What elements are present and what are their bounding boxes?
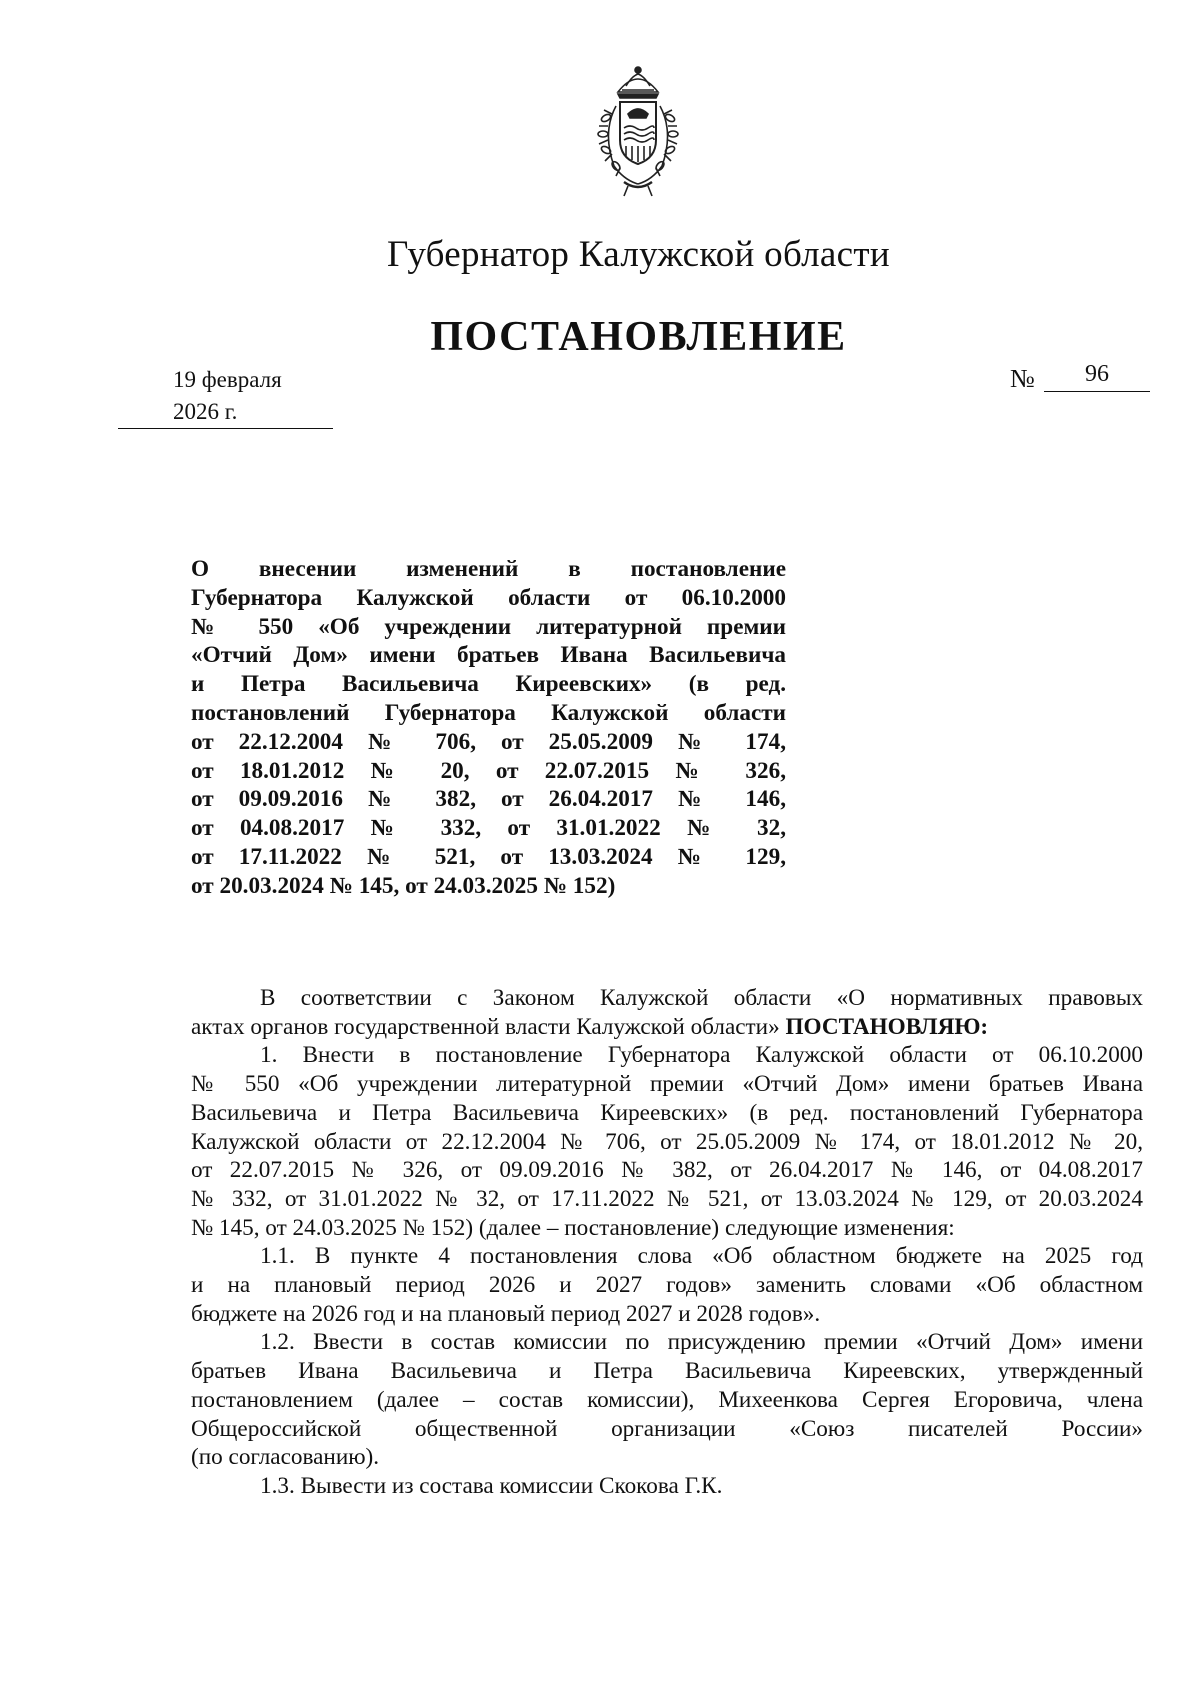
preamble-line xyxy=(191,1013,1143,1042)
subject-line: от 22.12.2004 № 706, от 25.05.2009 № 174, xyxy=(191,728,786,755)
document-body xyxy=(191,984,1143,1501)
subject-line: и Петра Васильевича Киреевских» (в ред. xyxy=(191,671,786,698)
paragraph-1-2-line: (по согласованию). xyxy=(191,1444,380,1471)
subject-line: от 20.03.2024 № 145, от 24.03.2025 № 152) xyxy=(191,872,616,899)
issuing-authority: Губернатор Калужской области xyxy=(387,234,890,275)
paragraph-1-2-line: постановлением (далее – состав комиссии), Михеенкова Сергея Егоровича, члена xyxy=(191,1386,1143,1413)
paragraph-1-line: Калужской области от 22.12.2004 № 706, от 25.05.2009 № 174, от 18.01.2012 № 20, xyxy=(191,1128,1143,1155)
subject-line: от 18.01.2012 № 20, от 22.07.2015 № 326, xyxy=(191,757,786,784)
paragraph-1-line: 1. Внести в постановление Губернатора Калужской области от 06.10.2000 xyxy=(260,1042,1143,1069)
subject-line: от 09.09.2016 № 382, от 26.04.2017 № 146, xyxy=(191,786,786,813)
paragraph-1-line: № 332, от 31.01.2022 № 32, от 17.11.2022 № 521, от 13.03.2024 № 129, от 20.03.2024 xyxy=(191,1185,1143,1212)
paragraph-1-2-line: Общероссийской общественной организации «Союз писателей России» xyxy=(191,1415,1143,1442)
subject-line: «Отчий Дом» имени братьев Ивана Васильевича xyxy=(191,642,786,669)
paragraph-1-2-line: 1.2. Ввести в состав комиссии по присуждению премии «Отчий Дом» имени xyxy=(260,1329,1143,1356)
paragraph-1-1-line: и на плановый период 2026 и 2027 годов» заменить словами «Об областном xyxy=(191,1272,1143,1299)
paragraph-1-line: Васильевича и Петра Васильевича Киреевских» (в ред. постановлений Губернатора xyxy=(191,1099,1143,1126)
subject-line: от 17.11.2022 № 521, от 13.03.2024 № 129, xyxy=(191,843,786,870)
document-subject xyxy=(191,555,786,901)
paragraph-1-3: 1.3. Вывести из состава комиссии Скокова Г.К. xyxy=(260,1472,723,1499)
coat-of-arms-icon xyxy=(588,62,688,198)
preamble-line: В соответствии с Законом Калужской области «О нормативных правовых xyxy=(260,985,1143,1011)
paragraph-1-line: № 145, от 24.03.2025 № 152) (далее – постановление) следующие изменения: xyxy=(191,1214,955,1241)
number-value: 96 xyxy=(1044,357,1150,392)
decree-word: ПОСТАНОВЛЯЮ: xyxy=(785,1013,989,1040)
subject-line: от 04.08.2017 № 332, от 31.01.2022 № 32, xyxy=(191,815,786,842)
paragraph-1-1-line: 1.1. В пункте 4 постановления слова «Об областном бюджете на 2025 год xyxy=(260,1243,1143,1270)
subject-line: О внесении изменений в постановление xyxy=(191,556,786,582)
paragraph-1-line: от 22.07.2015 № 326, от 09.09.2016 № 382, от 26.04.2017 № 146, от 04.08.2017 xyxy=(191,1157,1143,1184)
number-label: № xyxy=(1010,364,1035,393)
paragraph-1-2-line: братьев Ивана Васильевича и Петра Васильевича Киреевских, утвержденный xyxy=(191,1358,1143,1385)
subject-line: постановлений Губернатора Калужской области xyxy=(191,699,786,726)
paragraph-1-1-line: бюджете на 2026 год и на плановый период 2027 и 2028 годов». xyxy=(191,1300,821,1327)
subject-line: Губернатора Калужской области от 06.10.2000 xyxy=(191,584,786,611)
document-number xyxy=(1010,362,1150,398)
document-type-title: ПОСТАНОВЛЕНИЕ xyxy=(430,314,847,360)
preamble-text: актах органов государственной власти Калужской области» xyxy=(191,1013,780,1040)
subject-line: № 550 «Об учреждении литературной премии xyxy=(191,613,786,640)
document-date: 19 февраля 2026 г. xyxy=(118,364,333,429)
paragraph-1-line: № 550 «Об учреждении литературной премии «Отчий Дом» имени братьев Ивана xyxy=(191,1071,1143,1098)
